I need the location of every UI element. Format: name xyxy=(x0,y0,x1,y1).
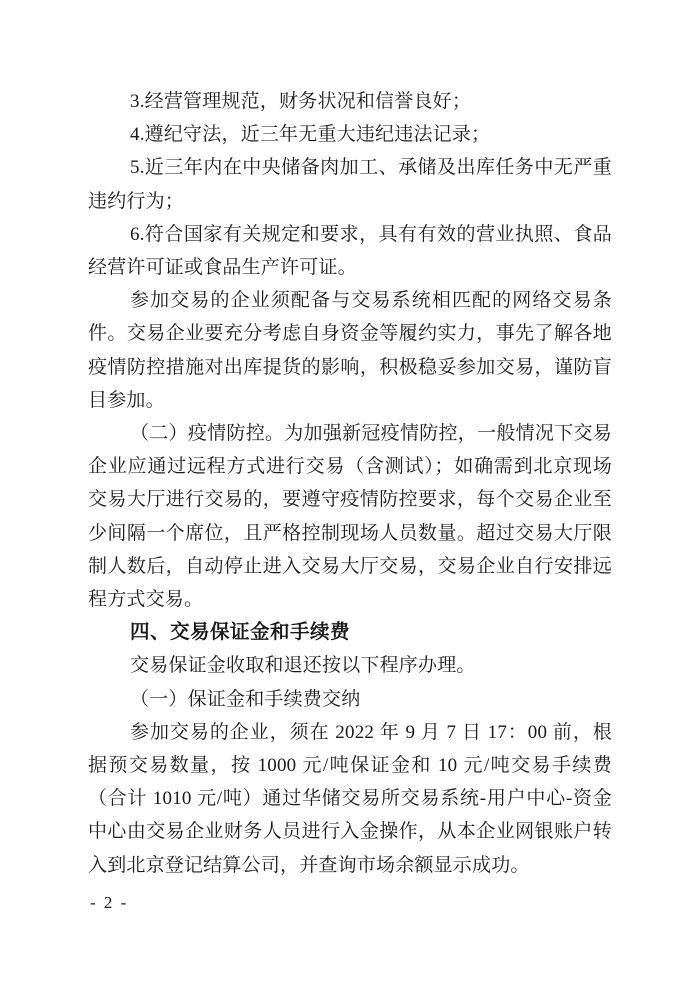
paragraph-payment-details: 参加交易的企业，须在 2022 年 9 月 7 日 17：00 前，根据预交易数量，按 1000 元/吨保证金和 10 元/吨交易手续费（合计 1010 元/吨）通过华储交易所交易系统-用户中心-资金中心由交易企业财务人员进行入金操作，从本企业网银账户转入到北京登记结算公司，并查询市场余额显示成功。 xyxy=(88,721,612,876)
page-number: - 2 - xyxy=(90,893,129,912)
paragraph-deposit-procedure: 交易保证金收取和退还按以下程序办理。 xyxy=(130,655,476,677)
paragraph-network-conditions: 参加交易的企业须配备与交易系统相匹配的网络交易条件。交易企业要充分考虑自身资金等履约实力，事先了解各地疫情防控措施对出库提货的影响，积极稳妥参加交易，谨防盲目参加。 xyxy=(88,290,612,411)
document-body xyxy=(88,85,612,882)
paragraph-epidemic-prevention: （二）疫情防控。为加强新冠疫情防控，一般情况下交易企业应通过远程方式进行交易（含测试）；如确需到北京现场交易大厅进行交易的，要遵守疫情防控要求，每个交易企业至少间隔一个席位，且严格控制现场人员数量。超过交易大厅限制人数后，自动停止进入交易大厅交易，交易企业自行安排远程方式交易。 xyxy=(88,423,612,611)
list-item-3: 3.经营管理规范，财务状况和信誉良好； xyxy=(130,91,472,112)
list-item-5: 5.近三年内在中央储备肉加工、承储及出库任务中无严重违约行为； xyxy=(88,157,612,212)
list-item-4: 4.遵纪守法，近三年无重大违纪违法记录； xyxy=(130,124,491,146)
subsection-heading-deposit-payment: （一）保证金和手续费交纳 xyxy=(130,688,361,710)
list-item-6: 6.符合国家有关规定和要求，具有有效的营业执照、食品经营许可证或食品生产许可证。 xyxy=(88,223,612,279)
section-heading-deposit-and-fees: 四、交易保证金和手续费 xyxy=(130,621,351,644)
